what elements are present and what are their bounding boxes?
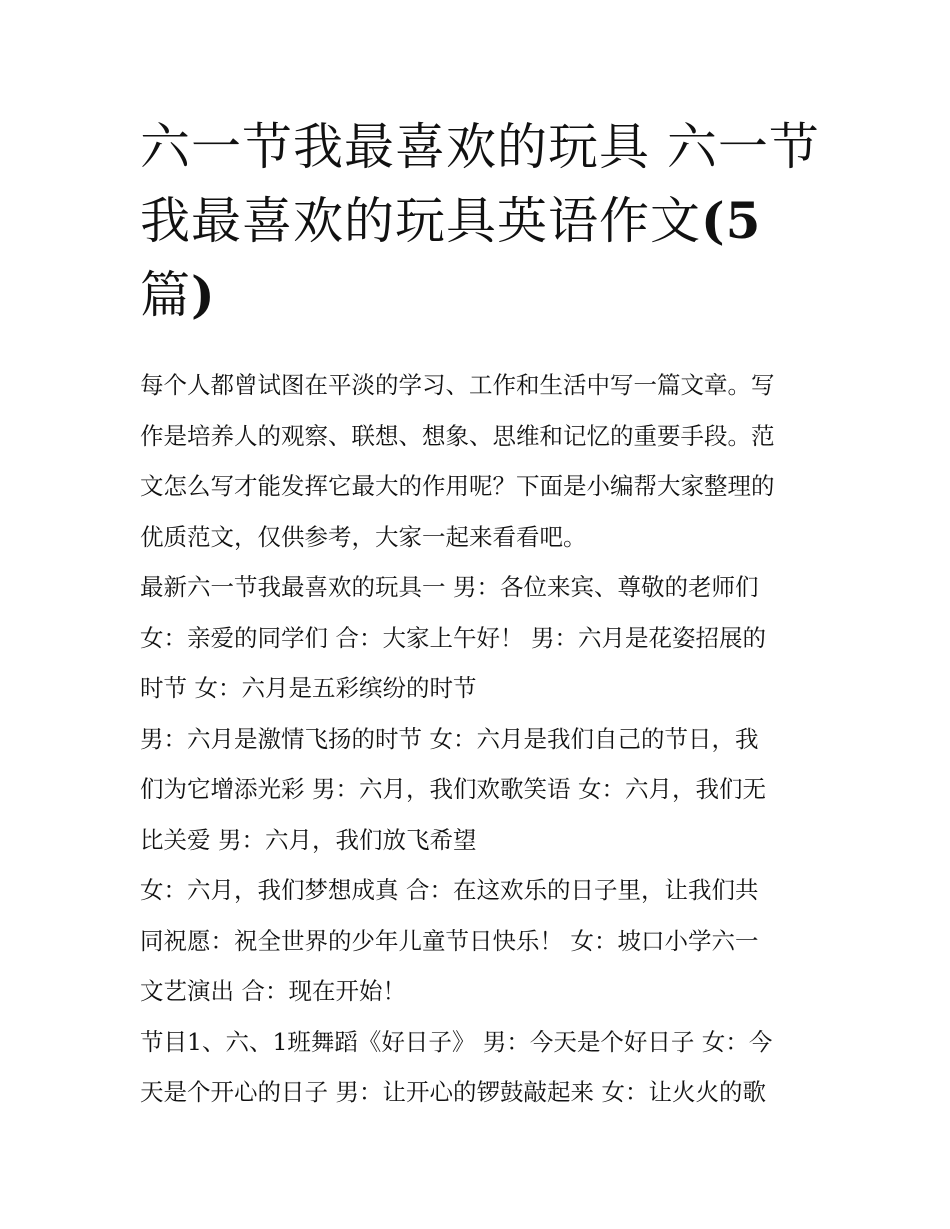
paragraph-intro: 每个人都曾试图在平淡的学习、工作和生活中写一篇文章。写 作是培养人的观察、联想、想象、思维和记忆的重要手段。范 文怎么写才能发挥它最大的作用呢？下面是小编帮大家整理的 优质范文，仅供参考，大家一起来看看吧。 bbox=[140, 371, 775, 551]
document-title bbox=[140, 110, 830, 332]
title-line-1: 六一节我最喜欢的玩具 六一节 bbox=[140, 118, 820, 176]
paragraph-wishes: 女：六月，我们梦想成真 合：在这欢乐的日子里，让我们共 同祝愿：祝全世界的少年儿童节日快乐！ 女：坡口小学六一 文艺演出 合：现在开始！ bbox=[140, 876, 759, 1005]
title-line-2: 我最喜欢的玩具英语作文 bbox=[140, 192, 701, 250]
title-line-3: 篇 bbox=[140, 266, 191, 324]
title-line-2-tail: (5 bbox=[701, 191, 762, 250]
document-body bbox=[140, 360, 820, 1118]
paragraph-june: 男：六月是激情飞扬的时节 女：六月是我们自己的节日，我 们为它增添光彩 男：六月，我们欢歌笑语 女：六月，我们无 比关爱 男：六月，我们放飞希望 bbox=[140, 724, 766, 854]
title-line-3-tail: ) bbox=[191, 265, 216, 324]
paragraph-opening: 最新六一节我最喜欢的玩具一 男：各位来宾、尊敬的老师们 女：亲爱的同学们 合：大家上午好！ 男：六月是花姿招展的 时节 女：六月是五彩缤纷的时节 bbox=[140, 573, 766, 702]
paragraph-program: 节目1、六、1班舞蹈《好日子》 男：今天是个好日子 女：今 天是个开心的日子 男：让开心的锣鼓敲起来 女：让火火的歌 bbox=[140, 1027, 773, 1106]
